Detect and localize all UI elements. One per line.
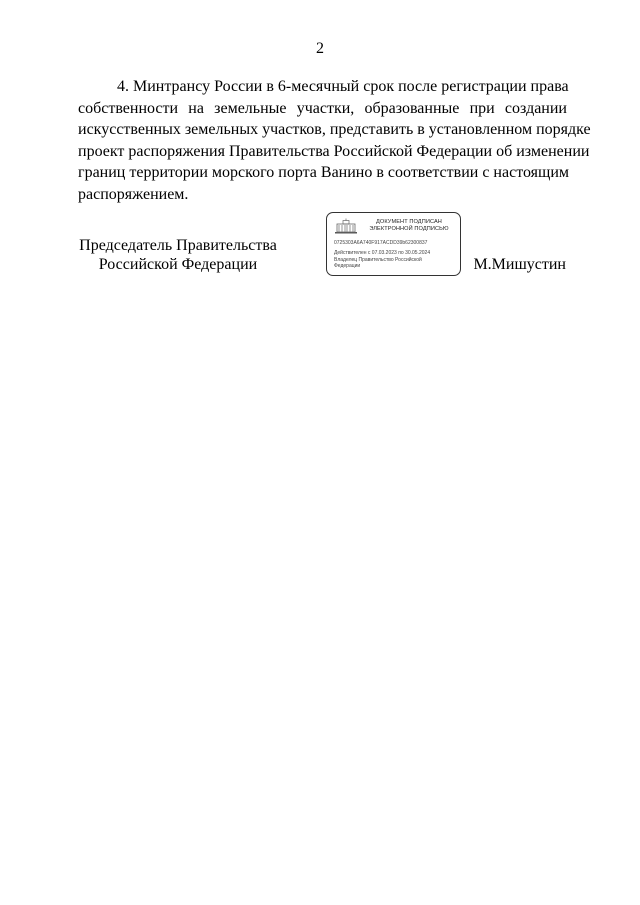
- stamp-certificate-serial: 0725303A6A740F917ACDD39b62300837: [334, 240, 428, 246]
- electronic-signature-stamp: [326, 212, 461, 276]
- paragraph-line: проект распоряжения Правительства Российской Федерации об изменении: [78, 142, 590, 160]
- paragraph-line: распоряжением.: [78, 185, 189, 203]
- government-building-icon: [334, 218, 358, 234]
- stamp-owner: Федерации: [334, 263, 361, 269]
- signatory-title-line: Российской Федерации: [98, 256, 258, 273]
- paragraph-line: границ территории морского порта Ванино в соответствии с настоящим: [78, 164, 570, 182]
- stamp-title: [363, 219, 455, 233]
- page-number: 2: [316, 40, 324, 57]
- signatory-title: [78, 236, 278, 274]
- paragraph-line: собственности на земельные участки, образованные при создании: [78, 99, 567, 117]
- stamp-title-line: ЭЛЕКТРОННОЙ ПОДПИСЬЮ: [369, 226, 449, 232]
- paragraph-line: искусственных земельных участков, представить в установленном порядке: [78, 121, 591, 139]
- signatory-title-line: Председатель Правительства: [79, 237, 277, 254]
- paragraph-item-4: [78, 76, 591, 206]
- stamp-title-line: ДОКУМЕНТ ПОДПИСАН: [376, 219, 442, 225]
- stamp-validity-period: Действителен с 07.03.2023 по 30.05.2024: [334, 250, 431, 256]
- stamp-owner: Владелец Правительство Российской: [334, 257, 422, 263]
- paragraph-line: 4. Минтрансу России в 6-месячный срок после регистрации права: [117, 78, 569, 95]
- signer-name: М.Мишустин: [473, 256, 566, 273]
